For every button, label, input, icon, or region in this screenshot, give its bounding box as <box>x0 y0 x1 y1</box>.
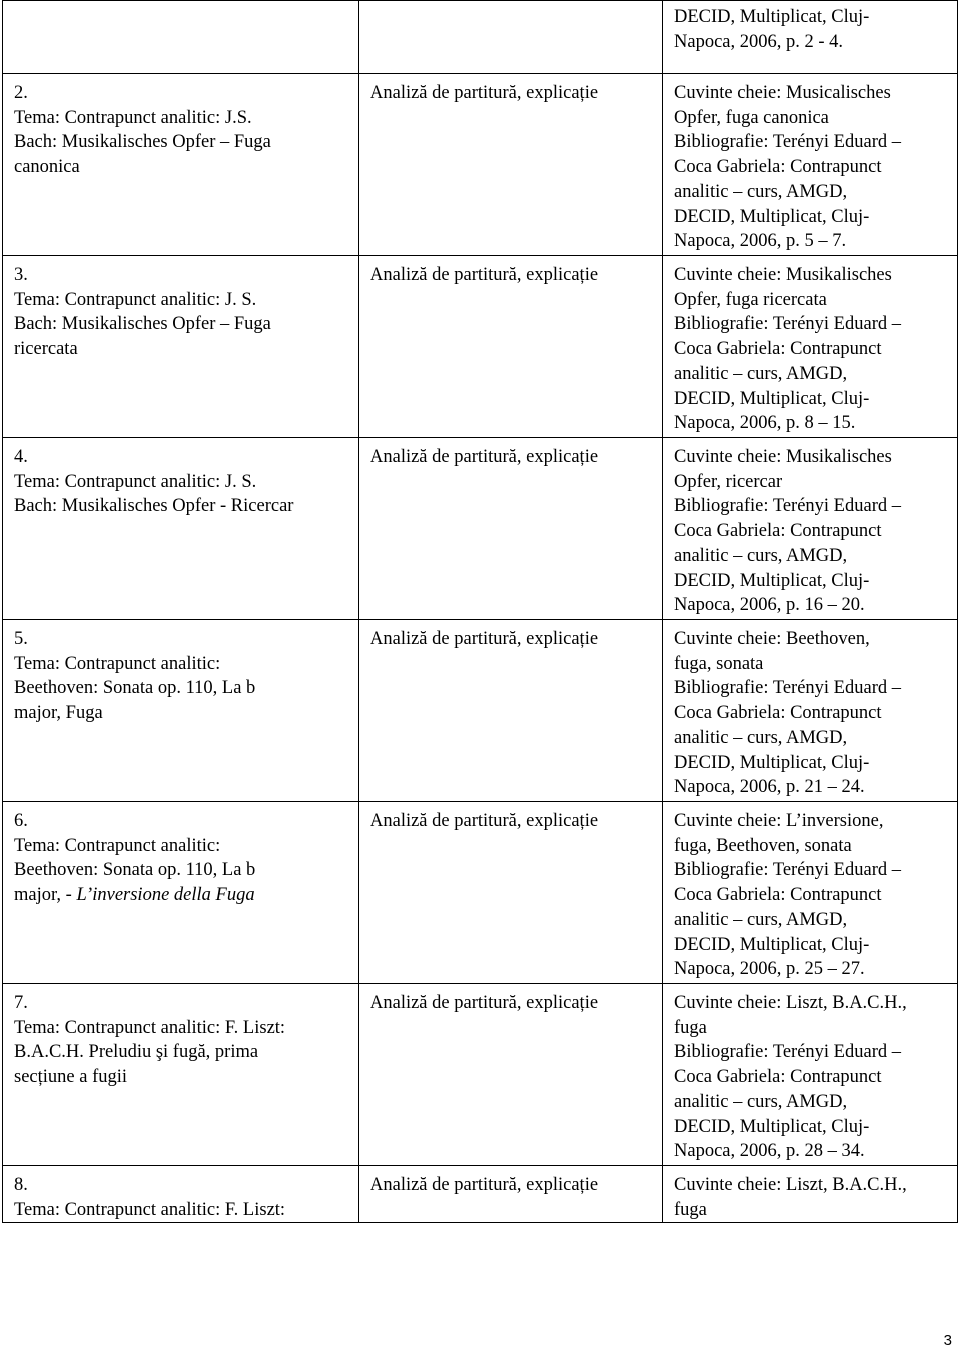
topic-line-italic: L’inversione della Fuga <box>76 885 255 906</box>
topic-cell <box>3 74 359 256</box>
teaching-method: Analiză de partitură, explicație <box>370 993 599 1013</box>
resources-cell <box>663 802 958 984</box>
resources-line: analitic – curs, AMGD, <box>674 545 848 566</box>
table-row <box>3 802 958 984</box>
method-cell <box>359 984 663 1166</box>
method-cell <box>359 438 663 620</box>
resources-line: Cuvinte cheie: Liszt, B.A.C.H., <box>674 993 907 1013</box>
resources-line: analitic – curs, AMGD, <box>674 363 848 384</box>
table-row <box>3 438 958 620</box>
topic-line: Tema: Contrapunct analitic: F. Liszt: <box>14 1199 286 1220</box>
method-cell <box>359 802 663 984</box>
topic-line <box>14 883 352 908</box>
resources-line: analitic – curs, AMGD, <box>674 909 848 930</box>
resources-line: Opfer, fuga canonica <box>674 107 829 128</box>
resources-line: fuga, Beethoven, sonata <box>674 835 852 856</box>
resources-line: DECID, Multiplicat, Cluj- <box>674 570 870 591</box>
topic-cell <box>3 802 359 984</box>
resources-line: Cuvinte cheie: Musicalisches <box>674 83 891 103</box>
resources-cell <box>663 984 958 1166</box>
resources-cell <box>663 1166 958 1223</box>
resources-line: fuga, sonata <box>674 653 764 674</box>
topic-line: Tema: Contrapunct analitic: <box>14 653 221 674</box>
resources-line: Napoca, 2006, p. 2 - 4. <box>674 31 844 52</box>
resources-line: DECID, Multiplicat, Cluj- <box>674 206 870 227</box>
resources-cell <box>663 256 958 438</box>
table-row <box>3 984 958 1166</box>
resources-line: Bibliografie: Terényi Eduard – <box>674 860 901 881</box>
resources-line: DECID, Multiplicat, Cluj- <box>674 934 870 955</box>
course-schedule-table <box>2 0 958 1223</box>
resources-line: Cuvinte cheie: Musikalisches <box>674 265 892 285</box>
resources-line: Napoca, 2006, p. 5 – 7. <box>674 231 847 252</box>
topic-cell <box>3 984 359 1166</box>
topic-line: B.A.C.H. Preludiu şi fugă, prima <box>14 1042 259 1063</box>
resources-cell <box>663 620 958 802</box>
resources-line: Bibliografie: Terényi Eduard – <box>674 1042 901 1063</box>
topic-line: ricercata <box>14 339 78 360</box>
resources-cell <box>663 1 958 74</box>
session-number: 7. <box>14 993 28 1013</box>
resources-line: Bibliografie: Terényi Eduard – <box>674 678 901 699</box>
topic-line: Bach: Musikalisches Opfer - Ricercar <box>14 496 294 517</box>
table-row <box>3 1166 958 1223</box>
teaching-method: Analiză de partitură, explicație <box>370 629 599 649</box>
resources-line: fuga <box>674 1017 707 1038</box>
resources-line: Cuvinte cheie: Liszt, B.A.C.H., <box>674 1175 907 1195</box>
topic-line: Tema: Contrapunct analitic: F. Liszt: <box>14 1017 286 1038</box>
resources-line: Coca Gabriela: Contrapunct <box>674 1067 882 1088</box>
teaching-method: Analiză de partitură, explicație <box>370 447 599 467</box>
table-row <box>3 620 958 802</box>
resources-cell <box>663 74 958 256</box>
teaching-method: Analiză de partitură, explicație <box>370 811 599 831</box>
table-row <box>3 256 958 438</box>
resources-line: Cuvinte cheie: L’inversione, <box>674 811 884 831</box>
resources-line: Coca Gabriela: Contrapunct <box>674 157 882 178</box>
session-number: 5. <box>14 629 28 649</box>
method-cell <box>359 74 663 256</box>
resources-line: Napoca, 2006, p. 21 – 24. <box>674 777 865 798</box>
session-number: 2. <box>14 83 28 103</box>
topic-cell <box>3 256 359 438</box>
topic-line: Beethoven: Sonata op. 110, La b <box>14 678 256 699</box>
resources-line: analitic – curs, AMGD, <box>674 181 848 202</box>
session-number: 3. <box>14 265 28 285</box>
topic-line-prefix: major, - <box>14 885 77 906</box>
topic-line: Tema: Contrapunct analitic: J. S. <box>14 289 257 310</box>
topic-line: Bach: Musikalisches Opfer – Fuga <box>14 314 271 335</box>
resources-line: Coca Gabriela: Contrapunct <box>674 339 882 360</box>
resources-line: Opfer, fuga ricercata <box>674 289 827 310</box>
topic-cell <box>3 438 359 620</box>
topic-line: major, Fuga <box>14 703 103 724</box>
resources-line: analitic – curs, AMGD, <box>674 727 848 748</box>
teaching-method: Analiză de partitură, explicație <box>370 265 599 285</box>
resources-cell <box>663 438 958 620</box>
table-row <box>3 74 958 256</box>
method-cell <box>359 256 663 438</box>
topic-line: Bach: Musikalisches Opfer – Fuga <box>14 132 271 153</box>
teaching-method: Analiză de partitură, explicație <box>370 83 599 103</box>
session-number: 4. <box>14 447 28 467</box>
topic-line: Beethoven: Sonata op. 110, La b <box>14 860 256 881</box>
topic-cell <box>3 1166 359 1223</box>
topic-line: secțiune a fugii <box>14 1067 128 1088</box>
topic-cell <box>3 1 359 74</box>
resources-line: Cuvinte cheie: Musikalisches <box>674 447 892 467</box>
resources-line: DECID, Multiplicat, Cluj- <box>674 1116 870 1137</box>
resources-line: analitic – curs, AMGD, <box>674 1091 848 1112</box>
topic-line: Tema: Contrapunct analitic: <box>14 835 221 856</box>
resources-line: fuga <box>674 1199 707 1220</box>
resources-line: DECID, Multiplicat, Cluj- <box>674 7 870 27</box>
method-cell <box>359 1 663 74</box>
resources-line: Opfer, ricercar <box>674 471 783 492</box>
session-number: 8. <box>14 1175 28 1195</box>
resources-line: Napoca, 2006, p. 25 – 27. <box>674 959 865 980</box>
resources-line: Napoca, 2006, p. 8 – 15. <box>674 413 856 434</box>
topic-line: Tema: Contrapunct analitic: J.S. <box>14 107 252 128</box>
resources-line: Cuvinte cheie: Beethoven, <box>674 629 870 649</box>
resources-line: Coca Gabriela: Contrapunct <box>674 703 882 724</box>
page-number: 3 <box>943 1332 952 1349</box>
resources-line: Coca Gabriela: Contrapunct <box>674 521 882 542</box>
resources-line: DECID, Multiplicat, Cluj- <box>674 388 870 409</box>
topic-line: canonica <box>14 157 80 178</box>
table-row-continued <box>3 1 958 74</box>
topic-line: Tema: Contrapunct analitic: J. S. <box>14 471 257 492</box>
resources-line: DECID, Multiplicat, Cluj- <box>674 752 870 773</box>
teaching-method: Analiză de partitură, explicație <box>370 1175 599 1195</box>
resources-line: Bibliografie: Terényi Eduard – <box>674 496 901 517</box>
method-cell <box>359 620 663 802</box>
resources-line: Coca Gabriela: Contrapunct <box>674 885 882 906</box>
session-number: 6. <box>14 811 28 831</box>
resources-line: Bibliografie: Terényi Eduard – <box>674 132 901 153</box>
topic-cell <box>3 620 359 802</box>
resources-line: Bibliografie: Terényi Eduard – <box>674 314 901 335</box>
method-cell <box>359 1166 663 1223</box>
resources-line: Napoca, 2006, p. 16 – 20. <box>674 595 865 616</box>
resources-line: Napoca, 2006, p. 28 – 34. <box>674 1141 865 1162</box>
